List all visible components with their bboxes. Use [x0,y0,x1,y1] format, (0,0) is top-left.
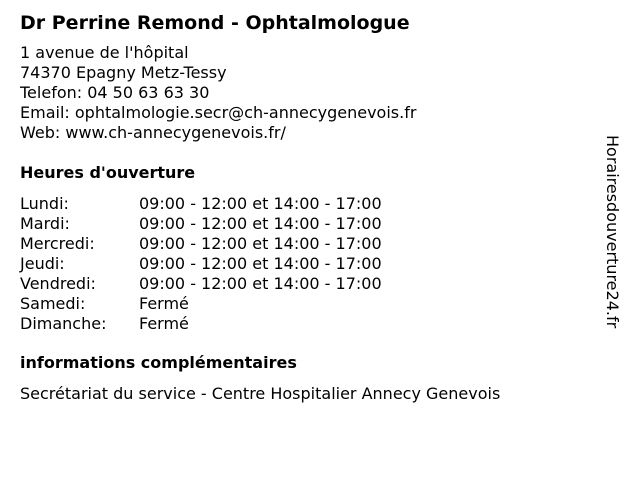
hours-row-sunday [20,314,440,334]
day-label: Lundi: [20,194,69,213]
opening-hours-heading: Heures d'ouverture [20,163,196,182]
day-label: Samedi: [20,294,86,313]
time-value: Fermé [139,314,189,333]
hours-row-friday [20,274,440,294]
time-value: Fermé [139,294,189,313]
day-label: Mercredi: [20,234,95,253]
site-watermark: Horairesdouverture24.fr [603,135,622,329]
additional-info-heading: informations complémentaires [20,353,297,372]
city-address: 74370 Epagny Metz-Tessy [20,63,227,82]
time-value: 09:00 - 12:00 et 14:00 - 17:00 [139,234,382,253]
day-label: Vendredi: [20,274,96,293]
address-block [20,43,416,143]
phone-number: Telefon: 04 50 63 63 30 [20,83,210,102]
email-address: Email: ophtalmologie.secr@ch-annecygenevois.fr [20,103,417,122]
street-address: 1 avenue de l'hôpital [20,43,189,62]
day-label: Dimanche: [20,314,107,333]
page-title: Dr Perrine Remond - Ophtalmologue [20,12,410,34]
hours-row-monday [20,194,440,214]
website-address: Web: www.ch-annecygenevois.fr/ [20,123,286,142]
hours-row-thursday [20,254,440,274]
hours-row-tuesday [20,214,440,234]
time-value: 09:00 - 12:00 et 14:00 - 17:00 [139,214,382,233]
time-value: 09:00 - 12:00 et 14:00 - 17:00 [139,254,382,273]
additional-info-text: Secrétariat du service - Centre Hospitalier Annecy Genevois [20,384,501,403]
hours-row-saturday [20,294,440,314]
hours-row-wednesday [20,234,440,254]
time-value: 09:00 - 12:00 et 14:00 - 17:00 [139,194,382,213]
day-label: Mardi: [20,214,70,233]
time-value: 09:00 - 12:00 et 14:00 - 17:00 [139,274,382,293]
opening-hours-table [20,194,440,334]
day-label: Jeudi: [20,254,65,273]
